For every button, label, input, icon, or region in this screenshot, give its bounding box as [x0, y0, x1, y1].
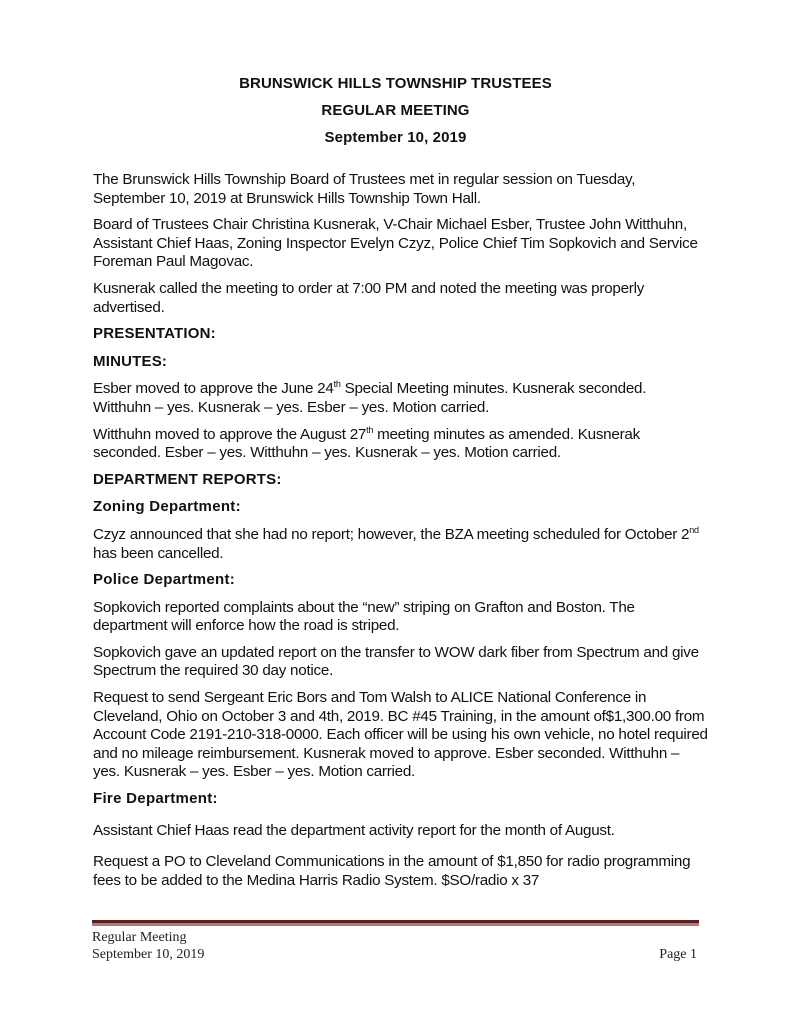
footer-rule-light — [92, 923, 699, 926]
intro-paragraph-call-to-order: Kusnerak called the meeting to order at 7:00 PM and noted the meeting was properly advertised. — [93, 279, 645, 316]
footer-meeting-label: Regular Meeting — [92, 930, 187, 945]
subsection-heading-zoning: Zoning Department: — [93, 498, 241, 516]
document-body — [93, 171, 708, 898]
fire-paragraph-activity: Assistant Chief Haas read the department activity report for the month of August. — [93, 821, 615, 839]
zoning-paragraph: Czyz announced that she had no report; however, the BZA meeting scheduled for October 2nd has been cancelled. — [93, 524, 699, 562]
minutes-item-august: Witthuhn moved to approve the August 27th meeting minutes as amended. Kusnerak seconded. Esber – yes. Witthuhn – yes. Kusnerak – yes. Motion carried. — [93, 424, 640, 462]
section-heading-presentation: PRESENTATION: — [93, 325, 216, 343]
section-heading-department-reports: DEPARTMENT REPORTS: — [93, 470, 282, 488]
subsection-heading-fire: Fire Department: — [93, 790, 218, 808]
fire-paragraph-po-request: Request a PO to Cleveland Communications in the amount of $1,850 for radio programming fees to be added to the Medina Harris Radio System. $SO/radio x 37 — [93, 853, 691, 889]
document-org-title: BRUNSWICK HILLS TOWNSHIP TRUSTEES — [239, 75, 552, 92]
intro-paragraph-attendees: Board of Trustees Chair Christina Kusnerak, V-Chair Michael Esber, Trustee John Witthuhn, Assistant Chief Haas, Zoning Inspector Evelyn Czyz, Police Chief Tim Sopkovich and Service Foreman Paul Magovac. — [93, 216, 698, 271]
minutes-item-june: Esber moved to approve the June 24th Special Meeting minutes. Kusnerak seconded. Witthuhn – yes. Kusnerak – yes. Esber – yes. Motion carried. — [93, 379, 647, 416]
police-paragraph-striping: Sopkovich reported complaints about the “new” striping on Grafton and Boston. The department will enforce how the road is striped. — [93, 598, 635, 635]
document-meeting-type: REGULAR MEETING — [321, 102, 470, 119]
page-footer — [92, 929, 699, 963]
footer-date: September 10, 2019 — [92, 947, 205, 962]
police-paragraph-conference: Request to send Sergeant Eric Bors and Tom Walsh to ALICE National Conference in Cleveland, Ohio on October 3 and 4th, 2019. BC #45 Training, in the amount of$1,300.00 from Account Code 2191-210-318-0000. Each officer will be using his own vehicle, no hotel required and no mileage reimbursement. Kusnerak moved to approve. Esber seconded. Witthuhn – yes. Kusnerak – yes. Esber – yes. Motion carried. — [93, 689, 708, 781]
intro-paragraph-session: The Brunswick Hills Township Board of Trustees met in regular session on Tuesday, September 10, 2019 at Brunswick Hills Township Town Hall. — [93, 171, 636, 207]
section-heading-minutes: MINUTES: — [93, 352, 168, 370]
subsection-heading-police: Police Department: — [93, 571, 236, 589]
police-paragraph-fiber: Sopkovich gave an updated report on the transfer to WOW dark fiber from Spectrum and give Spectrum the required 30 day notice. — [93, 643, 699, 680]
footer-page-number: Page 1 — [659, 947, 697, 962]
document-meeting-date: September 10, 2019 — [324, 129, 467, 146]
